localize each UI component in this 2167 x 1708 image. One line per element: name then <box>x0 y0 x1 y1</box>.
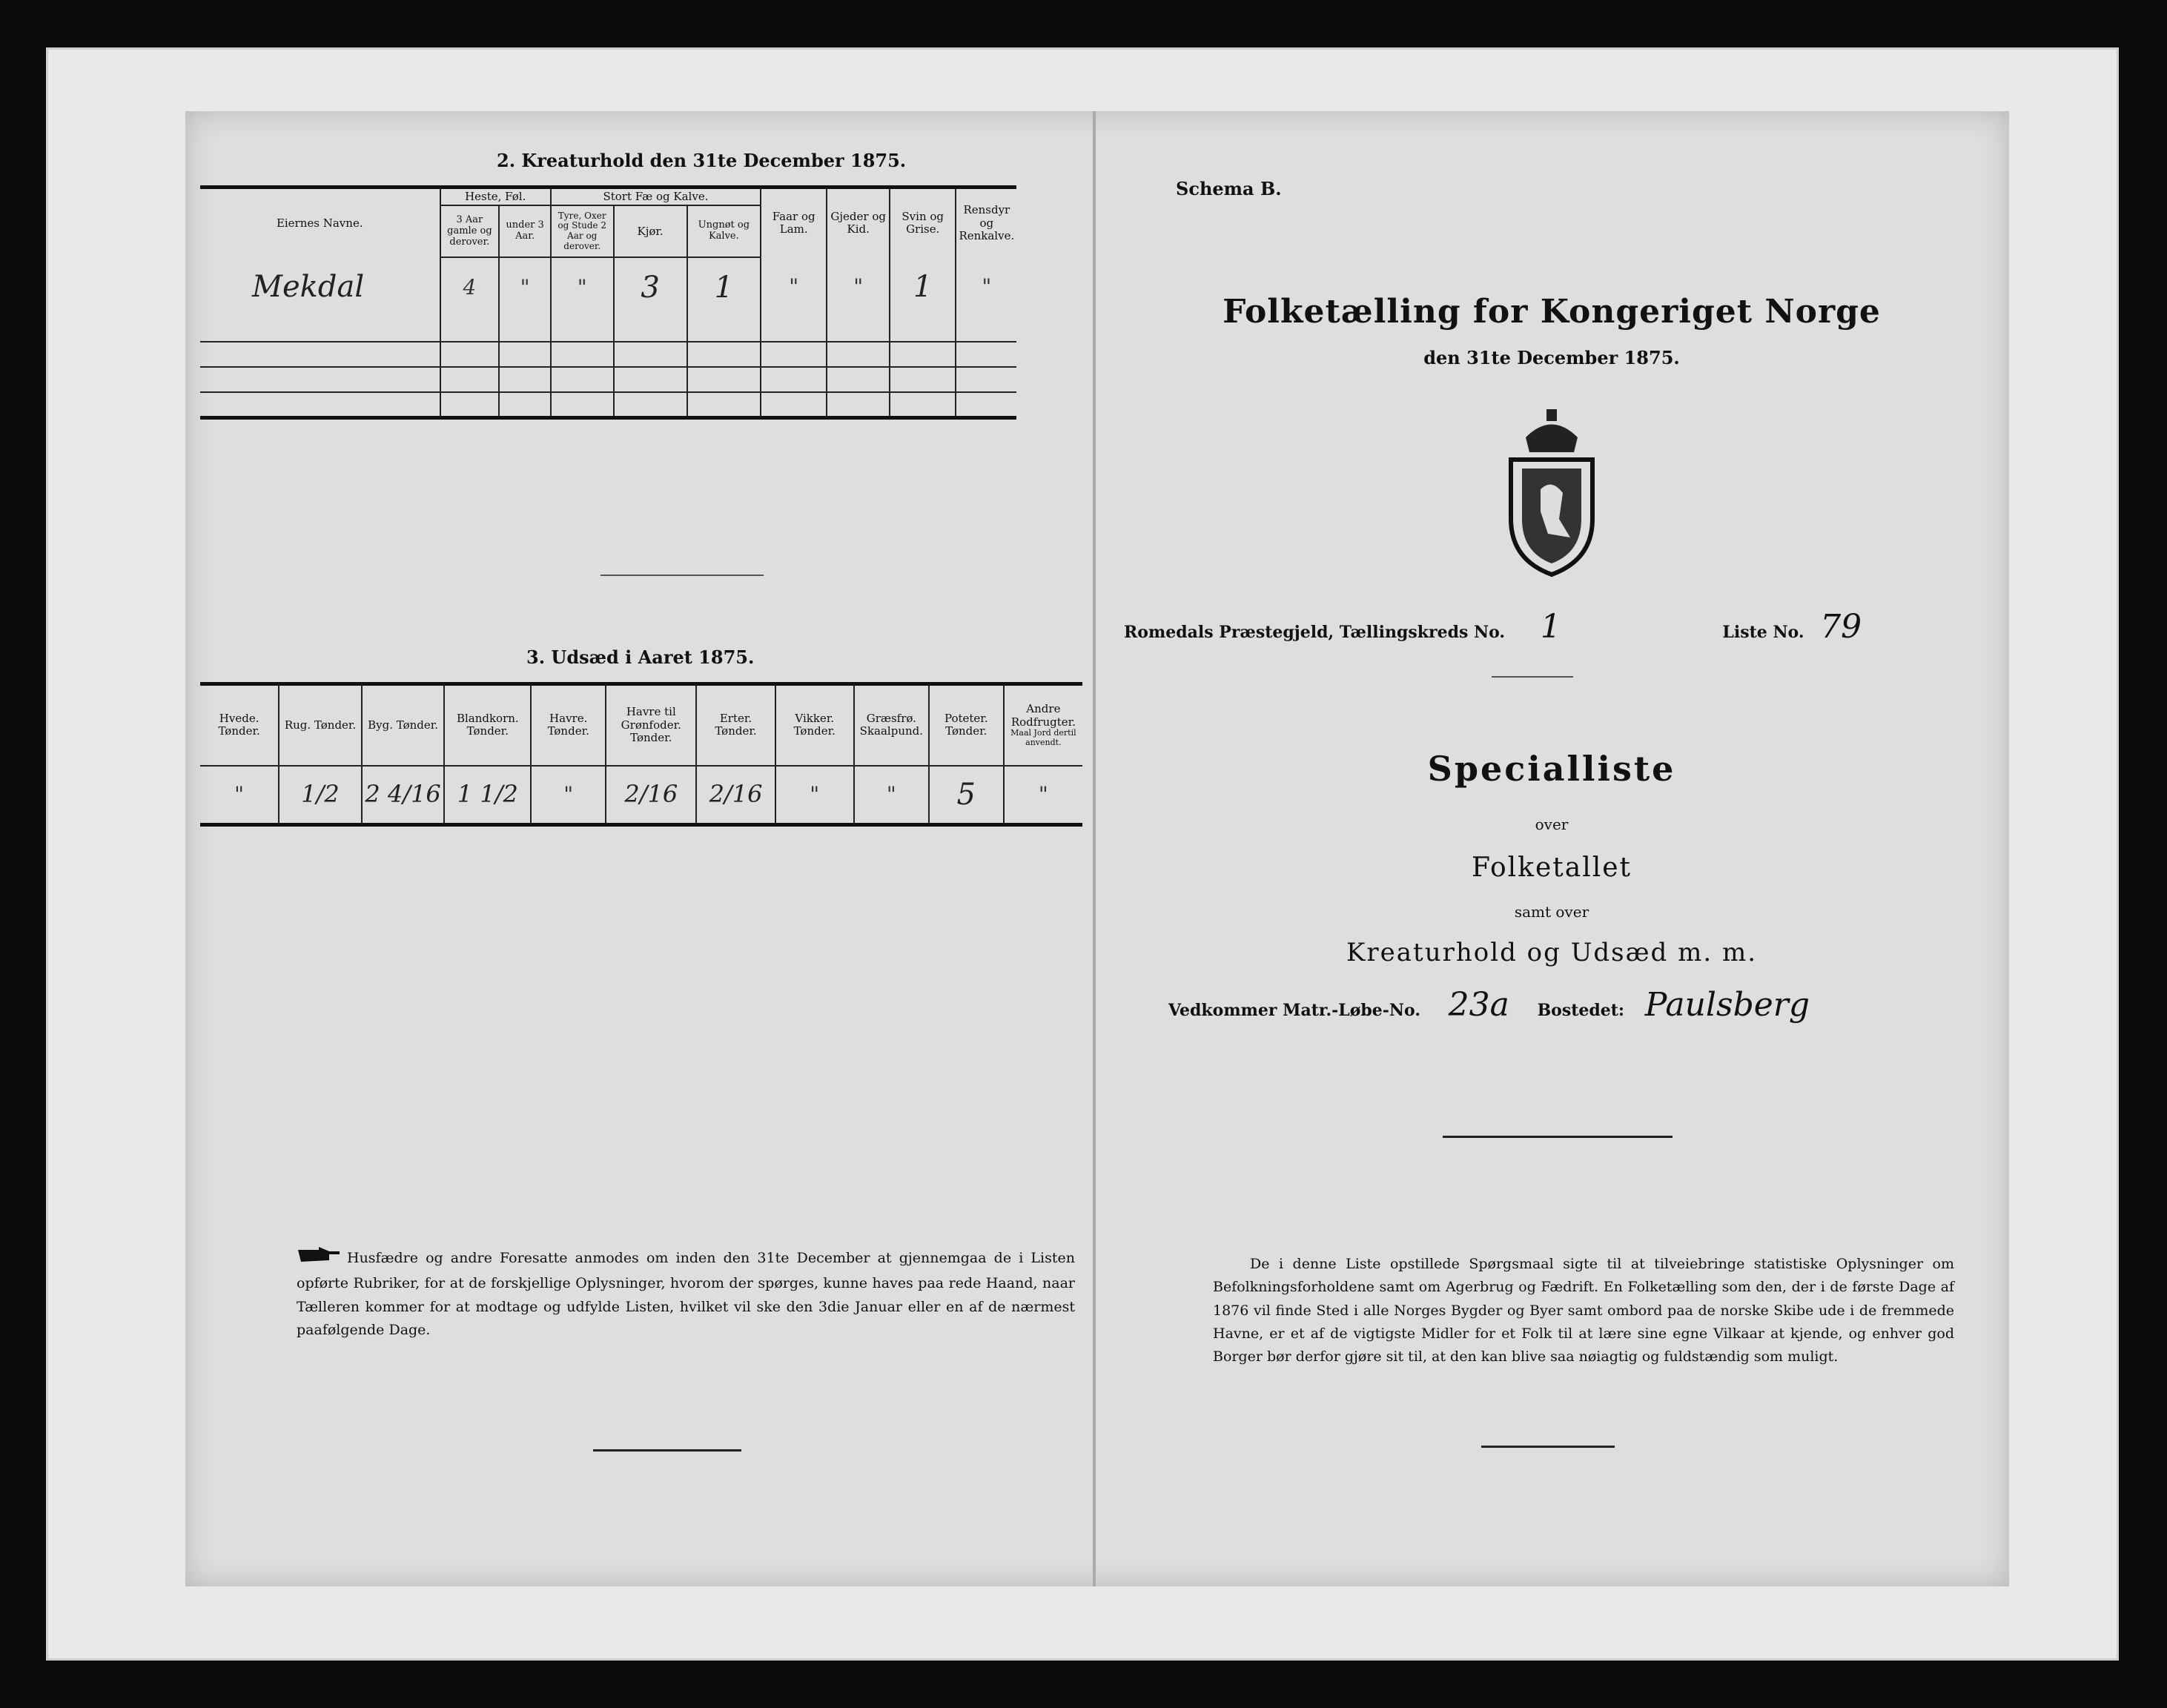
notice-block <box>297 1245 1075 1342</box>
title-separator-rule <box>1492 676 1573 678</box>
pointing-hand-icon <box>297 1245 341 1272</box>
district-number: 1 <box>1540 608 1561 646</box>
tyre-value: " <box>577 274 587 299</box>
poteter-header: Poteter. Tønder. <box>929 684 1004 766</box>
property-line <box>1168 986 1810 1024</box>
parish-line <box>1124 608 1862 646</box>
middle-rule <box>1443 1136 1673 1138</box>
owner-name: Mekdal <box>252 270 365 305</box>
sowing-title: 3. Udsæd i Aaret 1875. <box>526 646 755 668</box>
graesfro-header: Græsfrø. Skaalpund. <box>854 684 929 766</box>
sowing-entry-row <box>200 766 1082 825</box>
census-date: den 31te December 1875. <box>1423 347 1680 368</box>
livestock-title: 2. Kreaturhold den 31te December 1875. <box>497 150 907 171</box>
census-title: Folketælling for Kongeriget Norge <box>1223 293 1881 331</box>
intro-text: De i denne Liste opstillede Spørgsmaal sigte til at tilveiebringe statistiske Oplysninger om Befolkningsforholdene samt om Agerbrug og Fædrift. En Folketælling som den, der i de første Dage af 1876 vil finde Sted i alle Norges Bygder og Byer samt ombord paa de norske Skibe ude i de fremmede Havne, er et af de vigtigste Midler for et Folk til at lære sine egne Vilkaar at kjende, og enhver god Borger bør derfor gjøre sit til, at den kan blive saa nøiagtig og fuldstændig som muligt. <box>1213 1256 1954 1366</box>
svin-value: 1 <box>913 270 933 305</box>
over-text: over <box>1535 815 1569 833</box>
havre-header: Havre. Tønder. <box>531 684 606 766</box>
svin-header: Svin og Grise. <box>890 188 956 258</box>
notice-text: Husfædre og andre Foresatte anmodes om inden den 31te December at gjennemgaa de i Listen opførte Rubriker, for at de forskjellige Oplysninger, hvorom der spørges, kunne haves paa rede Haand, naar Tælleren kommer for at modtage og udfylde Listen, hvilket vil ske den 3die Januar eller en af de nærmest paafølgende Dage. <box>297 1250 1075 1339</box>
ungnot-header: Ungnøt og Kalve. <box>687 205 761 257</box>
faar-header: Faar og Lam. <box>761 188 827 258</box>
ungnot-value: 1 <box>714 270 734 305</box>
owner-header: Eiernes Navne. <box>200 188 440 258</box>
blandkorn-value: 1 1/2 <box>457 780 518 809</box>
matr-label: Vedkommer Matr.-Løbe-No. <box>1168 1001 1420 1020</box>
heste-group-header: Heste, Føl. <box>440 188 551 206</box>
vikker-value: " <box>810 781 820 807</box>
havre-gronfoder-header: Havre til Grønfoder. Tønder. <box>606 684 696 766</box>
erter-value: 2/16 <box>709 780 763 809</box>
stortfae-group-header: Stort Fæ og Kalve. <box>551 188 761 206</box>
census-sheet <box>185 111 2009 1586</box>
livestock-entry-row <box>200 257 1082 317</box>
heste-under-header: under 3 Aar. <box>499 205 551 257</box>
left-footer-rule <box>593 1449 741 1452</box>
right-footer-rule <box>1481 1446 1615 1448</box>
left-page <box>185 111 1094 1586</box>
gjeder-value: " <box>853 274 864 299</box>
specialliste-title: Specialliste <box>1427 749 1676 789</box>
samt-over-text: samt over <box>1514 903 1589 921</box>
byg-value: 2 4/16 <box>365 780 441 809</box>
vikker-header: Vikker. Tønder. <box>775 684 854 766</box>
coat-of-arms-icon <box>1481 408 1622 581</box>
havre-value: " <box>563 781 574 807</box>
andre-rodfrugter-sub: Maal Jord dertil anvendt. <box>1010 727 1076 747</box>
erter-header: Erter. Tønder. <box>696 684 775 766</box>
folketallet-text: Folketallet <box>1471 853 1632 883</box>
kjoer-header: Kjør. <box>614 205 687 257</box>
heste-under-value: " <box>520 274 530 299</box>
bosted-value: Paulsberg <box>1644 986 1810 1024</box>
gjeder-header: Gjeder og Kid. <box>827 188 890 258</box>
kjoer-value: 3 <box>641 270 660 305</box>
faar-value: " <box>789 274 799 299</box>
right-page <box>1094 111 2009 1586</box>
parish-label: Romedals Præstegjeld, Tællingskreds No. <box>1124 623 1506 642</box>
livestock-table <box>200 185 1082 420</box>
andre-rodfrugter-value: " <box>1038 781 1048 807</box>
andre-rodfrugter-label: Andre Rodfrugter. <box>1010 702 1076 729</box>
list-label: Liste No. <box>1722 623 1804 642</box>
hvede-value: " <box>234 781 245 807</box>
schema-label: Schema B. <box>1176 178 1282 199</box>
separator-rule <box>601 575 764 576</box>
heste-3aar-value: 4 <box>463 274 477 299</box>
rensdyr-header: Rensdyr og Renkalve. <box>956 188 1016 258</box>
rug-value: 1/2 <box>301 780 340 809</box>
matr-number: 23a <box>1448 986 1509 1024</box>
poteter-value: 5 <box>956 777 976 812</box>
tyre-header: Tyre, Oxer og Stude 2 Aar og derover. <box>551 205 614 257</box>
blandkorn-header: Blandkorn. Tønder. <box>444 684 531 766</box>
kreaturhold-text: Kreaturhold og Udsæd m. m. <box>1346 938 1757 967</box>
andre-rodfrugter-header <box>1004 684 1082 766</box>
havre-gronfoder-value: 2/16 <box>624 780 678 809</box>
list-number: 79 <box>1820 608 1862 646</box>
bosted-label: Bostedet: <box>1537 1001 1625 1020</box>
byg-header: Byg. Tønder. <box>362 684 445 766</box>
rug-header: Rug. Tønder. <box>279 684 362 766</box>
graesfro-value: " <box>886 781 896 807</box>
heste-3aar-header: 3 Aar gamle og derover. <box>440 205 500 257</box>
hvede-header: Hvede. Tønder. <box>200 684 279 766</box>
sowing-table <box>200 682 1082 827</box>
rensdyr-value: " <box>982 274 992 299</box>
